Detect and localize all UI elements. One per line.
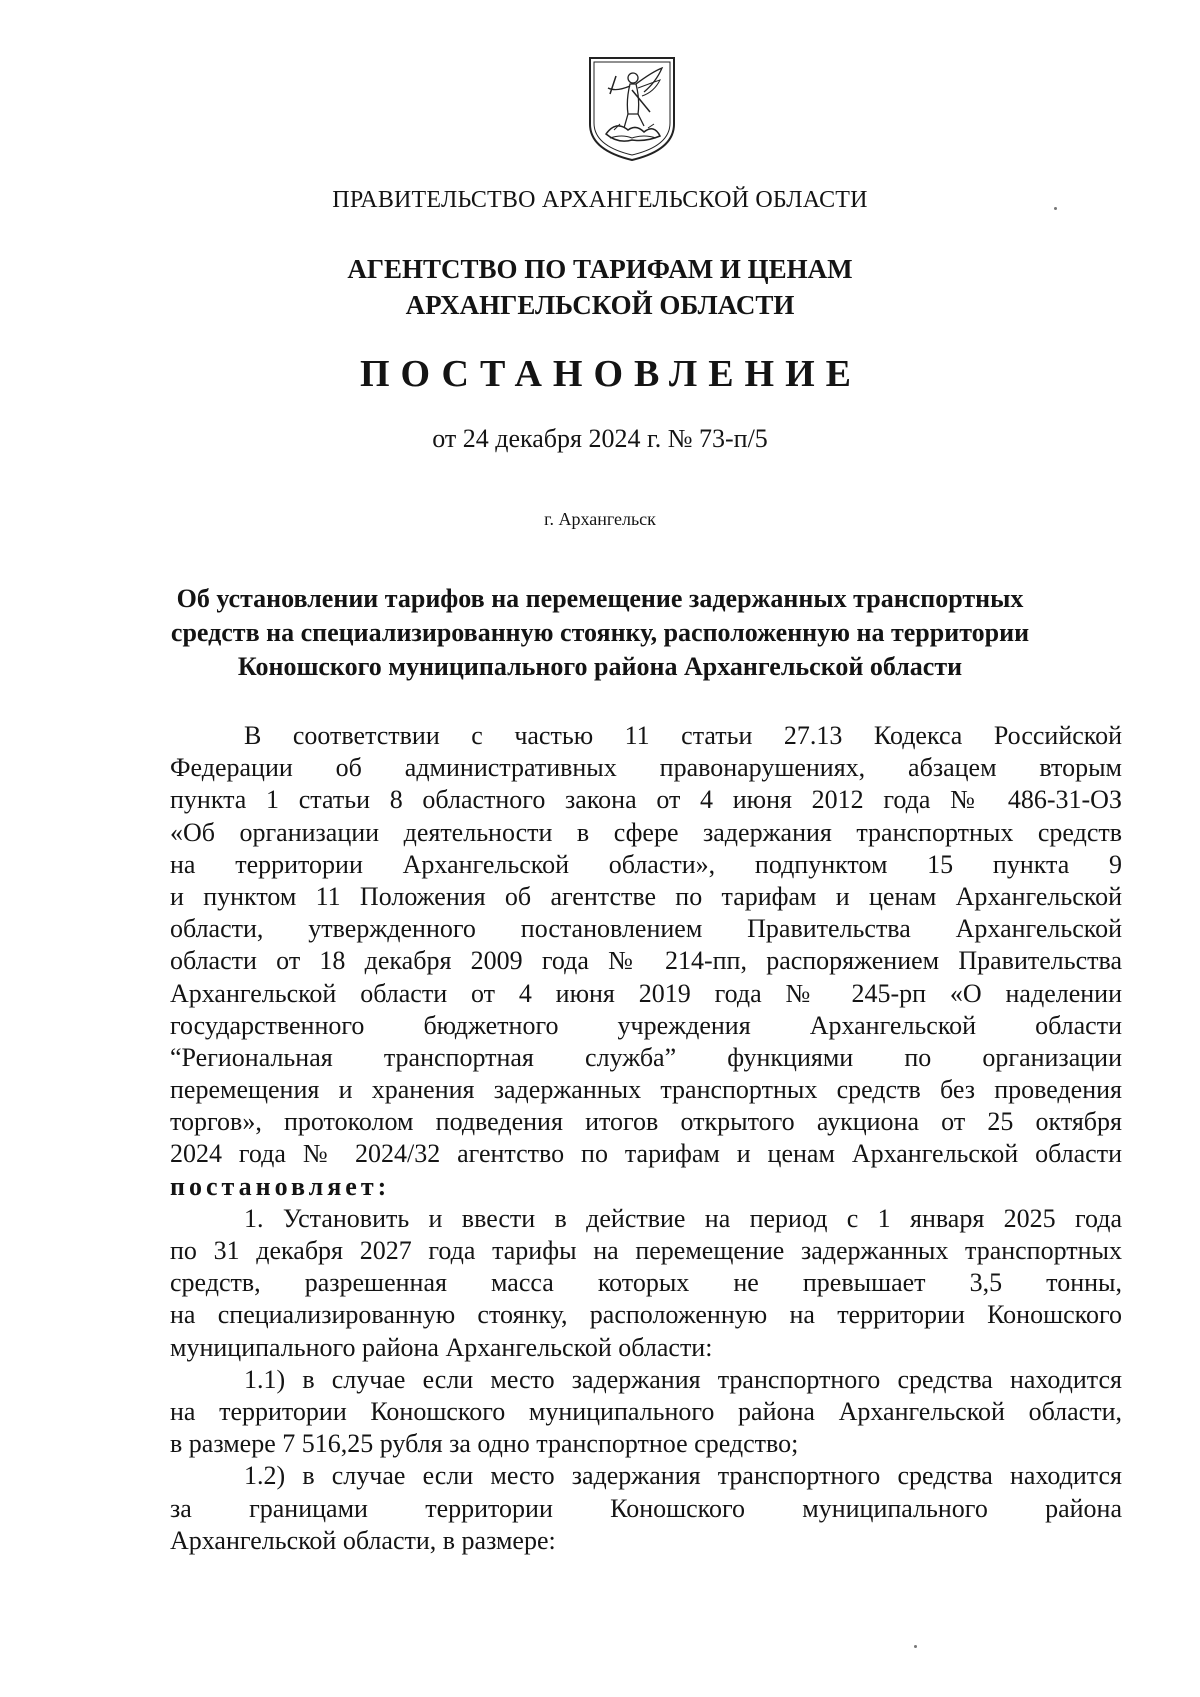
item-1-line: по 31 декабря 2027 года тарифы на перемещение задержанных транспортных xyxy=(170,1236,1122,1265)
scan-speck xyxy=(1054,207,1057,210)
preamble-line: и пунктом 11 Положения об агентстве по тарифам и ценам Архангельской xyxy=(170,881,1122,911)
item-1-2-line: 1.2) в случае если место задержания транспортного средства находится xyxy=(244,1461,1122,1491)
item-1-line: средств, разрешенная масса которых не превышает 3,5 тонны, xyxy=(170,1268,1122,1298)
decree-city: г. Архангельск xyxy=(544,509,656,529)
preamble-line: торгов», протоколом подведения итогов открытого аукциона от 25 октября xyxy=(170,1107,1122,1137)
preamble-line: В соответствии с частью 11 статьи 27.13 Кодекса Российской xyxy=(244,721,1122,750)
scan-speck xyxy=(914,1645,917,1648)
preamble-line: Федерации об административных правонарушениях, абзацем вторым xyxy=(170,753,1122,783)
preamble-line: области, утвержденного постановлением Правительства Архангельской xyxy=(170,914,1122,944)
preamble-line: пункта 1 статьи 8 областного закона от 4 июня 2012 года № 486-31-ОЗ xyxy=(170,785,1122,815)
coat-of-arms-emblem xyxy=(586,54,678,164)
preamble-line: “Региональная транспортная служба” функциями по организации xyxy=(170,1042,1122,1072)
subject-line: Коношского муниципального района Архангельской области xyxy=(237,652,963,681)
preamble-line: государственного бюджетного учреждения Архангельской области xyxy=(170,1010,1122,1040)
preamble-line: области от 18 декабря 2009 года № 214-пп, распоряжением Правительства xyxy=(170,946,1122,976)
preamble-line: перемещения и хранения задержанных транспортных средств без проведения xyxy=(170,1075,1122,1105)
item-1-line: на специализированную стоянку, расположенную на территории Коношского xyxy=(170,1300,1122,1330)
agency-name-line-1: АГЕНТСТВО ПО ТАРИФАМ И ЦЕНАМ xyxy=(347,254,853,284)
item-1-1-line: в размере 7 516,25 рубля за одно транспортное средство; xyxy=(170,1429,799,1459)
preamble-line: на территории Архангельской области», подпунктом 15 пункта 9 xyxy=(170,849,1122,879)
subject-line: средств на специализированную стоянку, расположенную на территории xyxy=(170,618,1030,647)
item-1-2-line: Архангельской области, в размере: xyxy=(170,1525,556,1555)
preamble-line: 2024 года № 2024/32 агентство по тарифам и ценам Архангельской области xyxy=(170,1139,1122,1169)
government-name: ПРАВИТЕЛЬСТВО АРХАНГЕЛЬСКОЙ ОБЛАСТИ xyxy=(332,187,868,213)
decree-body xyxy=(170,720,1122,1557)
decree-date-number: от 24 декабря 2024 г. № 73-п/5 xyxy=(432,424,768,453)
subject-line: Об установлении тарифов на перемещение задержанных транспортных xyxy=(176,584,1024,613)
item-1-line: муниципального района Архангельской области: xyxy=(170,1332,713,1362)
item-1-2-line: за границами территории Коношского муниципального района xyxy=(170,1493,1122,1523)
resolves-word: постановляет: xyxy=(170,1171,391,1201)
item-1-line: 1. Установить и ввести в действие на период с 1 января 2025 года xyxy=(244,1203,1122,1233)
agency-name-line-2: АРХАНГЕЛЬСКОЙ ОБЛАСТИ xyxy=(405,290,795,320)
item-1-1-line: на территории Коношского муниципального района Архангельской области, xyxy=(170,1396,1122,1426)
item-1-1-line: 1.1) в случае если место задержания транспортного средства находится xyxy=(244,1364,1122,1394)
preamble-line: Архангельской области от 4 июня 2019 года № 245-рп «О наделении xyxy=(170,978,1122,1008)
preamble-line: «Об организации деятельности в сфере задержания транспортных средств xyxy=(170,817,1122,847)
decree-title: ПОСТАНОВЛЕНИЕ xyxy=(359,353,863,395)
